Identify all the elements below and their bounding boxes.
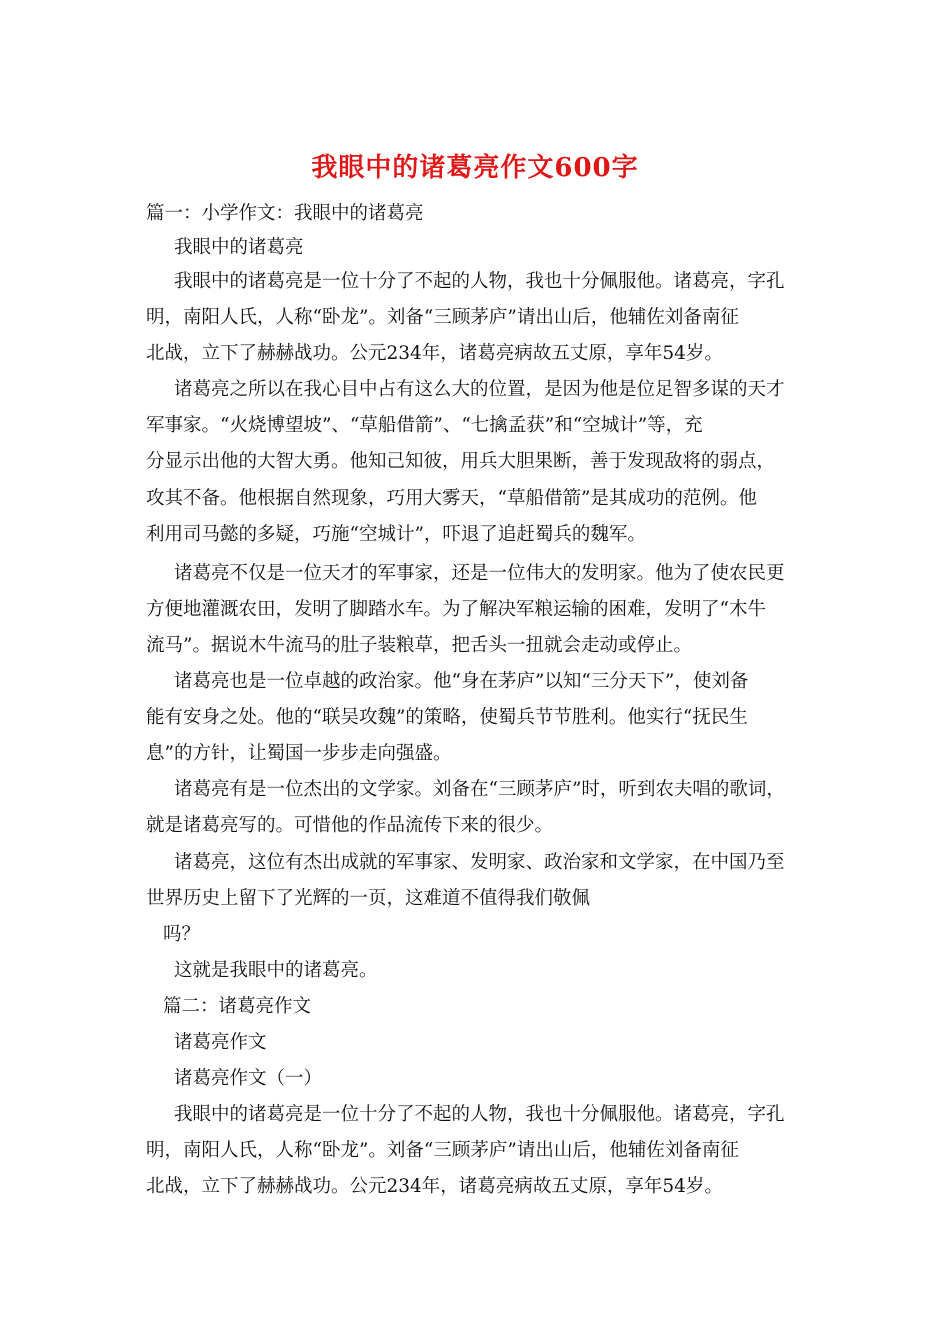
text-line: 诸葛亮，这位有杰出成就的军事家、发明家、政治家和文学家，在中国乃至 [174, 852, 785, 873]
text-line: 明，南阳人氏，人称“卧龙”。刘备“三顾茅庐”请出山后，他辅佐刘备南征 [146, 307, 739, 328]
text-line: 攻其不备。他根据自然现象，巧用大雾天，“草船借箭”是其成功的范例。他 [146, 488, 757, 509]
section-heading: 篇一：小学作文：我眼中的诸葛亮 [146, 203, 424, 224]
text-line: 军事家。“火烧博望坡”、“草船借箭”、“七擒孟获”和“空城计”等，充 [146, 415, 703, 436]
text-line: 世界历史上留下了光辉的一页，这难道不值得我们敬佩 [146, 888, 591, 909]
text-line: 北战，立下了赫赫战功。公元234年，诸葛亮病故五丈原，享年54岁。 [146, 1176, 723, 1197]
text-line: 利用司马懿的多疑，巧施“空城计”，吓退了追赶蜀兵的魏军。 [146, 524, 646, 545]
text-line: 我眼中的诸葛亮是一位十分了不起的人物，我也十分佩服他。诸葛亮，字孔 [174, 271, 785, 292]
text-line: 诸葛亮不仅是一位天才的军事家，还是一位伟大的发明家。他为了使农民更 [174, 563, 785, 584]
text-line: 方便地灌溉农田，发明了脚踏水车。为了解决军粮运输的困难，发明了“木牛 [146, 599, 766, 620]
text-line: 诸葛亮有是一位杰出的文学家。刘备在“三顾茅庐”时，听到农夫唱的歌词， [174, 779, 785, 800]
text-line: 吗？ [163, 924, 201, 945]
subheading: 诸葛亮作文（一） [174, 1068, 323, 1089]
subheading: 诸葛亮作文 [174, 1032, 267, 1053]
text-line: 这就是我眼中的诸葛亮。 [174, 960, 378, 981]
text-line: 能有安身之处。他的“联吴攻魏”的策略，使蜀兵节节胜利。他实行“抚民生 [146, 707, 748, 728]
document-title: 我眼中的诸葛亮作文600字 [311, 153, 639, 183]
text-line: 就是诸葛亮写的。可惜他的作品流传下来的很少。 [146, 815, 554, 836]
text-line: 我眼中的诸葛亮是一位十分了不起的人物，我也十分佩服他。诸葛亮，字孔 [174, 1104, 785, 1125]
text-line: 诸葛亮也是一位卓越的政治家。他“身在茅庐”以知“三分天下”，使刘备 [174, 671, 749, 692]
text-line: 诸葛亮之所以在我心目中占有这么大的位置，是因为他是位足智多谋的天才 [174, 379, 785, 400]
text-line: 分显示出他的大智大勇。他知己知彼，用兵大胆果断，善于发现敌将的弱点， [146, 451, 776, 472]
text-line: 明，南阳人氏，人称“卧龙”。刘备“三顾茅庐”请出山后，他辅佐刘备南征 [146, 1140, 739, 1161]
subheading: 我眼中的诸葛亮 [174, 237, 304, 258]
text-line: 流马”。据说木牛流马的肚子装粮草，把舌头一扭就会走动或停止。 [146, 635, 692, 656]
text-line: 北战，立下了赫赫战功。公元234年，诸葛亮病故五丈原，享年54岁。 [146, 343, 723, 364]
section-heading: 篇二：诸葛亮作文 [163, 996, 312, 1017]
text-line: 息”的方针，让蜀国一步步走向强盛。 [146, 743, 452, 764]
